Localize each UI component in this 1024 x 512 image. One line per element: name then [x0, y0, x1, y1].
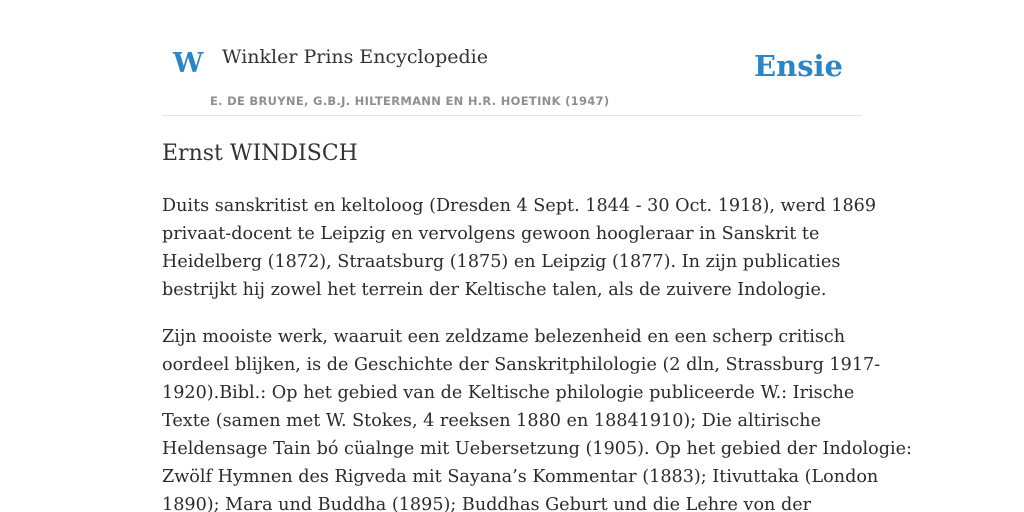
article-title: Ernst WINDISCH	[162, 141, 358, 166]
paragraph-line: Zijn mooiste werk, waaruit een zeldzame belezenheid en een scherp critisch	[162, 327, 846, 347]
paragraph-line: bestrijkt hij zowel het terrein der Keltische talen, als de zuivere Indologie.	[162, 280, 827, 300]
paragraph-line: Heidelberg (1872), Straatsburg (1875) en Leipzig (1877). In zijn publicaties	[162, 252, 841, 272]
brand-logo[interactable]: Ensie	[754, 49, 843, 83]
site-header	[162, 0, 862, 116]
paragraph-line: oordeel blijken, is de Geschichte der Sanskritphilologie (2 dln, Strassburg 1917-	[162, 355, 881, 375]
page	[162, 0, 912, 512]
paragraph-line: 1920).Bibl.: Op het gebied van de Keltische philologie publiceerde W.: Irische	[162, 383, 855, 403]
paragraph-line: privaat-docent te Leipzig en vervolgens gewoon hoogleraar in Sanskrit te	[162, 224, 820, 244]
paragraph-line: 1890); Mara und Buddha (1895); Buddhas Geburt und die Lehre von der	[162, 495, 812, 512]
paragraph-line: Texte (samen met W. Stokes, 4 reeksen 1880 en 18841910); Die altirische	[162, 411, 822, 431]
article-paragraph-1	[162, 192, 877, 304]
publication-title[interactable]: Winkler Prins Encyclopedie	[222, 46, 488, 68]
publication-authors: E. DE BRUYNE, G.B.J. HILTERMANN EN H.R. HOETINK (1947)	[210, 94, 610, 108]
paragraph-line: Zwölf Hymnen des Rigveda mit Sayana’s Kommentar (1883); Itivuttaka (London	[162, 467, 879, 487]
article-paragraph-2	[162, 323, 912, 512]
paragraph-line: Heldensage Tain bó cüalnge mit Uebersetzung (1905). Op het gebied der Indologie:	[162, 439, 912, 459]
publication-logo[interactable]: W	[173, 48, 204, 79]
paragraph-line: Duits sanskritist en keltoloog (Dresden 4 Sept. 1844 - 30 Oct. 1918), werd 1869	[162, 196, 877, 216]
